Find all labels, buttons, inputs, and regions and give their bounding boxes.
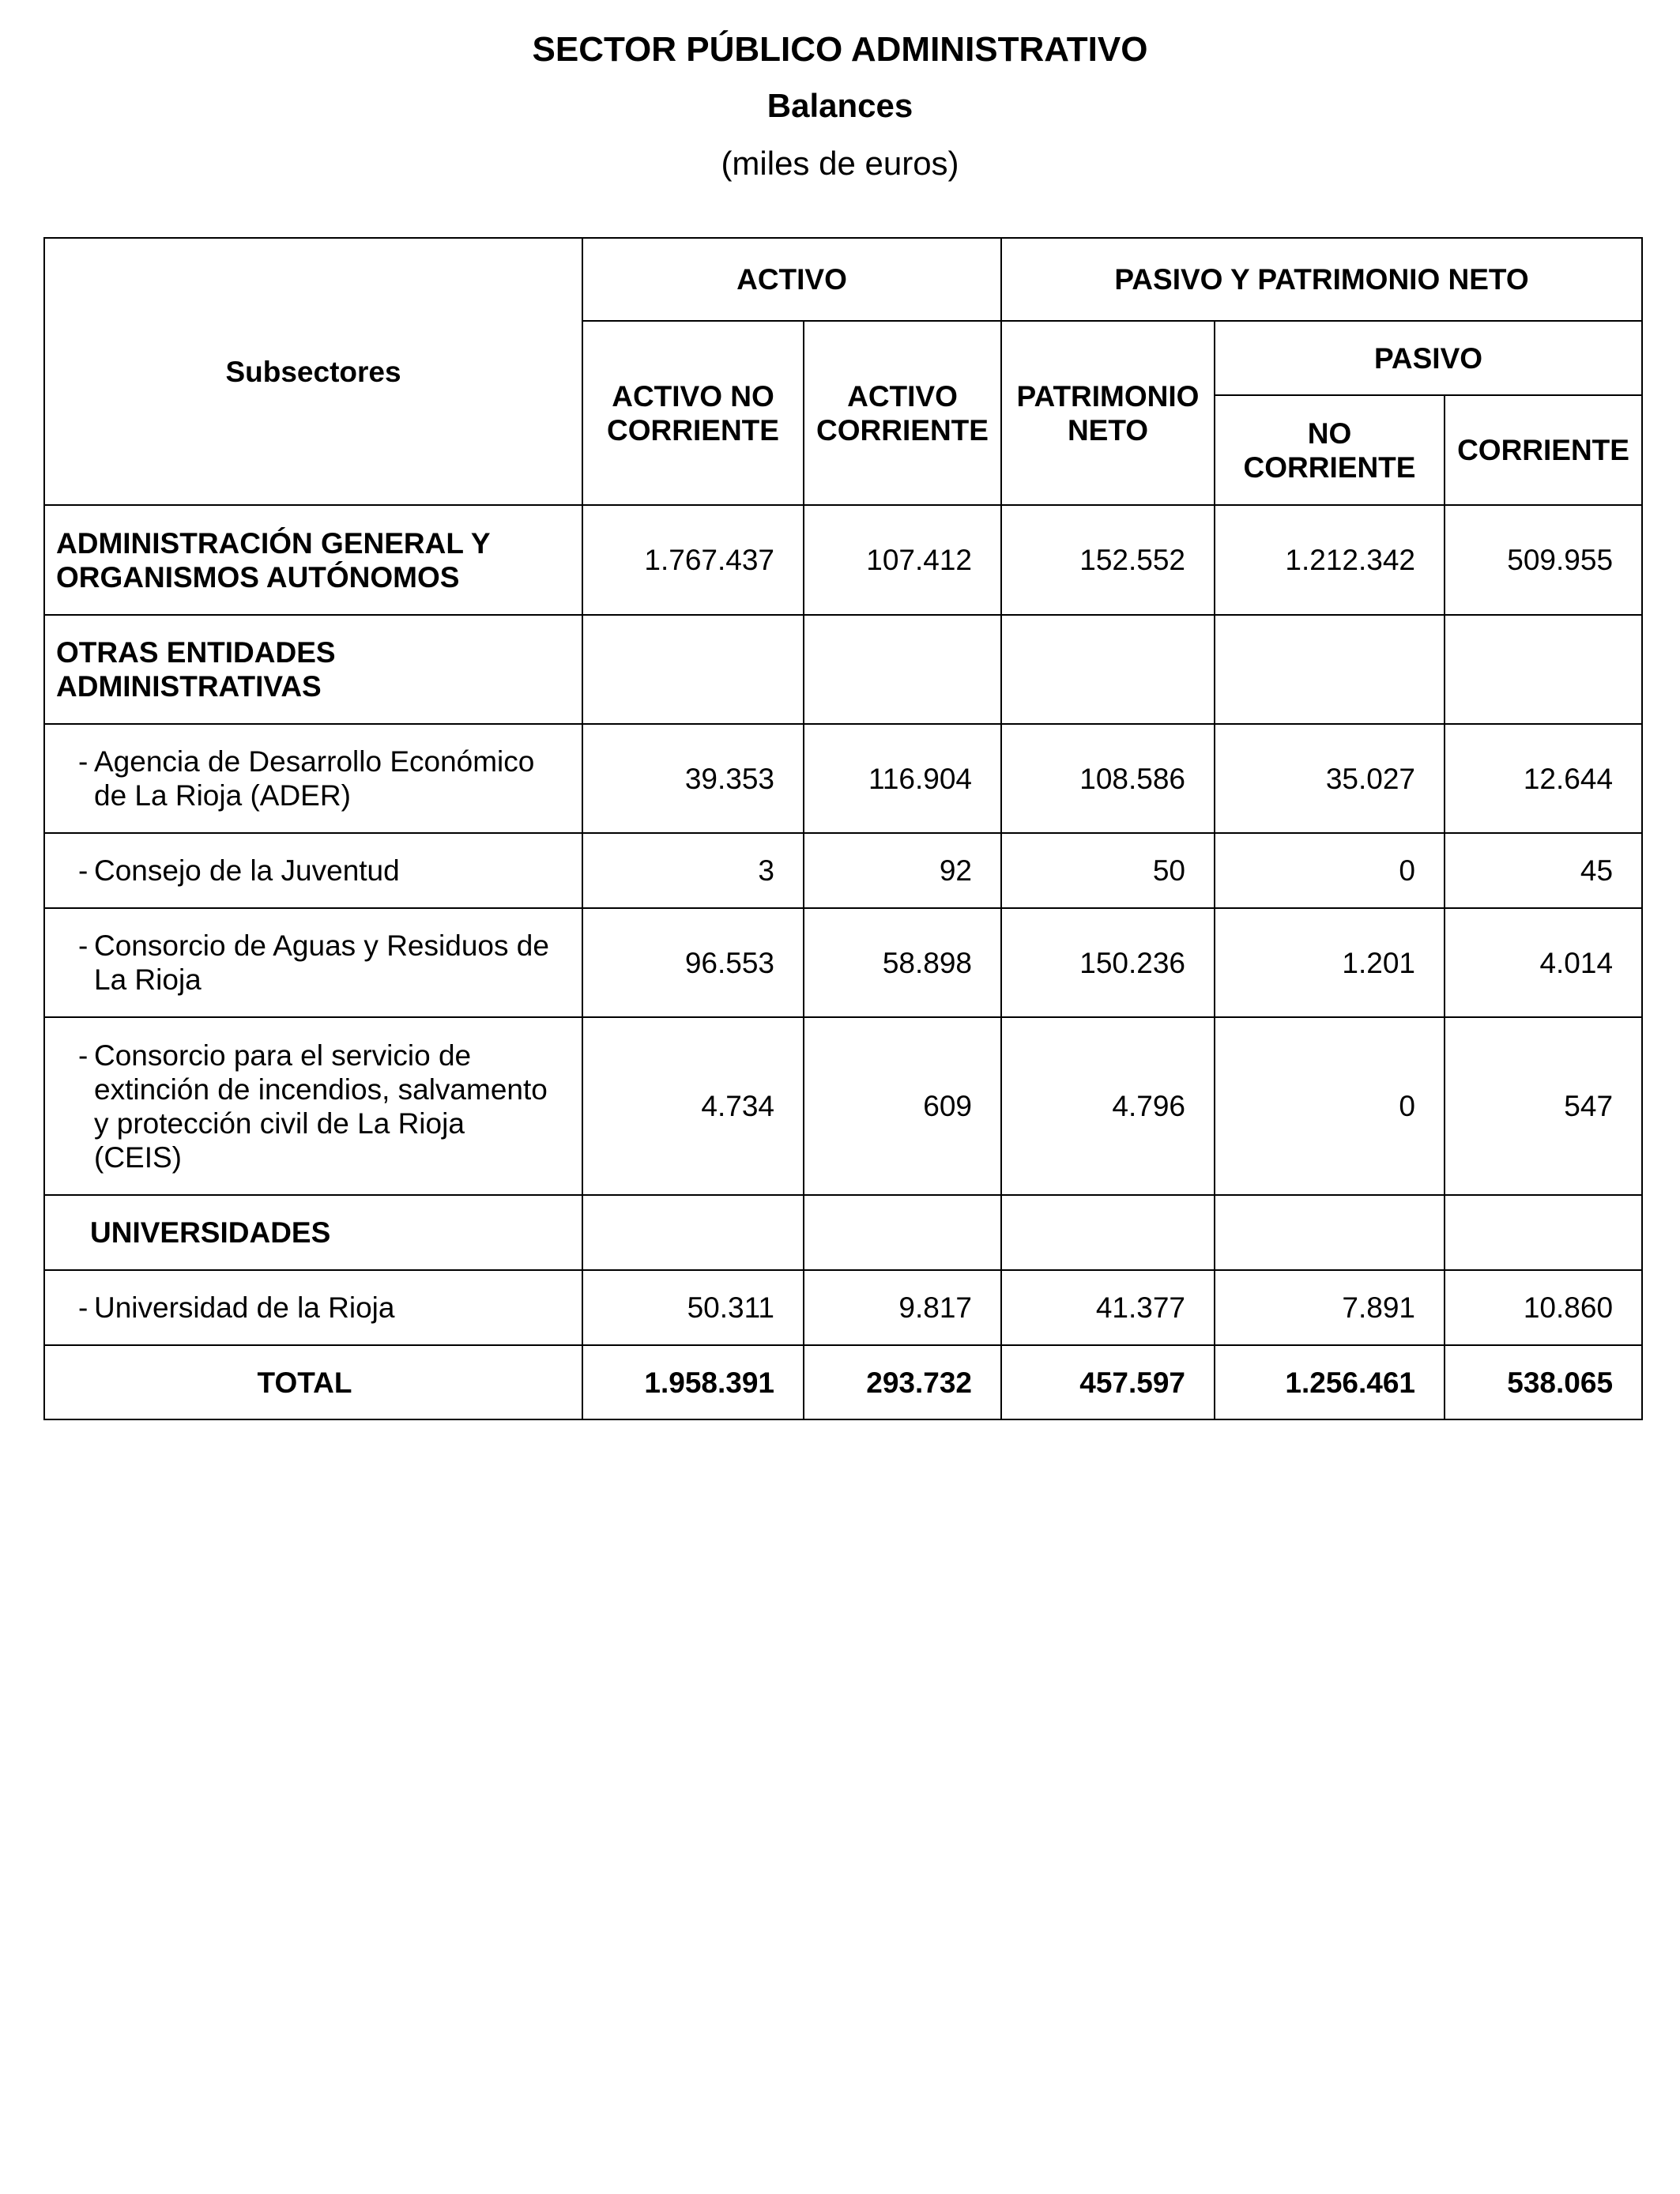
table-row	[44, 1017, 1642, 1195]
empty-cell	[582, 615, 804, 724]
cell-patrimonio-neto: 4.796	[1001, 1017, 1215, 1195]
empty-cell	[1445, 1195, 1642, 1270]
cell-pasivo-corriente: 10.860	[1445, 1270, 1642, 1345]
table-row	[44, 908, 1642, 1017]
cell-patrimonio-neto: 152.552	[1001, 505, 1215, 615]
list-dash: -	[78, 929, 89, 962]
header-activo: ACTIVO	[582, 238, 1001, 321]
cell-pasivo-corriente: 4.014	[1445, 908, 1642, 1017]
row-label: OTRAS ENTIDADES ADMINISTRATIVAS	[44, 615, 582, 724]
table-row	[44, 1270, 1642, 1345]
row-label-cell	[44, 833, 582, 908]
cell-pasivo-no-corriente: 1.212.342	[1215, 505, 1445, 615]
cell-patrimonio-neto: 41.377	[1001, 1270, 1215, 1345]
cell-pasivo-corriente: 12.644	[1445, 724, 1642, 833]
empty-cell	[1001, 615, 1215, 724]
cell-activo-corriente: 58.898	[804, 908, 1001, 1017]
total-row	[44, 1345, 1642, 1419]
cell-pasivo-no-corriente: 0	[1215, 1017, 1445, 1195]
cell-activo-corriente: 9.817	[804, 1270, 1001, 1345]
cell-activo-corriente: 92	[804, 833, 1001, 908]
table-row	[44, 615, 1642, 724]
header-pasivo-no-corriente: NO CORRIENTE	[1215, 395, 1445, 505]
cell-activo-corriente: 116.904	[804, 724, 1001, 833]
empty-cell	[1445, 615, 1642, 724]
cell-pasivo-corriente: 509.955	[1445, 505, 1642, 615]
table-row	[44, 724, 1642, 833]
header-activo-corriente: ACTIVO CORRIENTE	[804, 321, 1001, 505]
empty-cell	[804, 615, 1001, 724]
cell-pasivo-no-corriente: 0	[1215, 833, 1445, 908]
balances-table	[43, 237, 1643, 1420]
cell-pasivo-corriente: 45	[1445, 833, 1642, 908]
row-label: Consorcio para el servicio de extinción de incendios, salvamento y protección civil de La Rioja (CEIS)	[94, 1039, 548, 1174]
cell-activo-no-corriente: 3	[582, 833, 804, 908]
document-subtitle: Balances	[767, 87, 913, 124]
total-label: TOTAL	[44, 1345, 582, 1419]
empty-cell	[582, 1195, 804, 1270]
table-row	[44, 505, 1642, 615]
total-patrimonio-neto: 457.597	[1001, 1345, 1215, 1419]
row-label-cell	[44, 1270, 582, 1345]
document-header	[0, 22, 1680, 191]
header-subsectores: Subsectores	[44, 238, 582, 505]
list-dash: -	[78, 1039, 89, 1072]
cell-activo-no-corriente: 50.311	[582, 1270, 804, 1345]
total-pasivo-corriente: 538.065	[1445, 1345, 1642, 1419]
cell-patrimonio-neto: 108.586	[1001, 724, 1215, 833]
units-note: (miles de euros)	[721, 145, 959, 182]
total-activo-corriente: 293.732	[804, 1345, 1001, 1419]
empty-cell	[804, 1195, 1001, 1270]
row-label: Universidad de la Rioja	[94, 1291, 395, 1324]
header-pasivo-corriente: CORRIENTE	[1445, 395, 1642, 505]
empty-cell	[1215, 1195, 1445, 1270]
header-pasivo-patrimonio: PASIVO Y PATRIMONIO NETO	[1001, 238, 1642, 321]
row-label: Consorcio de Aguas y Residuos de La Rioja	[94, 929, 549, 996]
row-label: ADMINISTRACIÓN GENERAL Y ORGANISMOS AUTÓNOMOS	[44, 505, 582, 615]
row-label: UNIVERSIDADES	[44, 1195, 582, 1270]
cell-pasivo-corriente: 547	[1445, 1017, 1642, 1195]
row-label: Consejo de la Juventud	[94, 854, 400, 887]
document-title: SECTOR PÚBLICO ADMINISTRATIVO	[532, 30, 1148, 69]
list-dash: -	[78, 854, 89, 887]
table-row	[44, 833, 1642, 908]
cell-pasivo-no-corriente: 35.027	[1215, 724, 1445, 833]
header-patrimonio-neto: PATRIMONIO NETO	[1001, 321, 1215, 505]
cell-pasivo-no-corriente: 7.891	[1215, 1270, 1445, 1345]
cell-patrimonio-neto: 50	[1001, 833, 1215, 908]
row-label-cell	[44, 724, 582, 833]
row-label: Agencia de Desarrollo Económico de La Rioja (ADER)	[94, 745, 535, 812]
cell-activo-no-corriente: 96.553	[582, 908, 804, 1017]
cell-patrimonio-neto: 150.236	[1001, 908, 1215, 1017]
empty-cell	[1001, 1195, 1215, 1270]
list-dash: -	[78, 1291, 89, 1324]
cell-activo-no-corriente: 4.734	[582, 1017, 804, 1195]
cell-activo-no-corriente: 1.767.437	[582, 505, 804, 615]
cell-activo-corriente: 609	[804, 1017, 1001, 1195]
empty-cell	[1215, 615, 1445, 724]
table-row	[44, 1195, 1642, 1270]
header-activo-no-corriente: ACTIVO NO CORRIENTE	[582, 321, 804, 505]
cell-activo-no-corriente: 39.353	[582, 724, 804, 833]
total-pasivo-no-corriente: 1.256.461	[1215, 1345, 1445, 1419]
cell-pasivo-no-corriente: 1.201	[1215, 908, 1445, 1017]
list-dash: -	[78, 745, 89, 778]
total-activo-no-corriente: 1.958.391	[582, 1345, 804, 1419]
row-label-cell	[44, 908, 582, 1017]
cell-activo-corriente: 107.412	[804, 505, 1001, 615]
header-pasivo: PASIVO	[1215, 321, 1642, 395]
row-label-cell	[44, 1017, 582, 1195]
